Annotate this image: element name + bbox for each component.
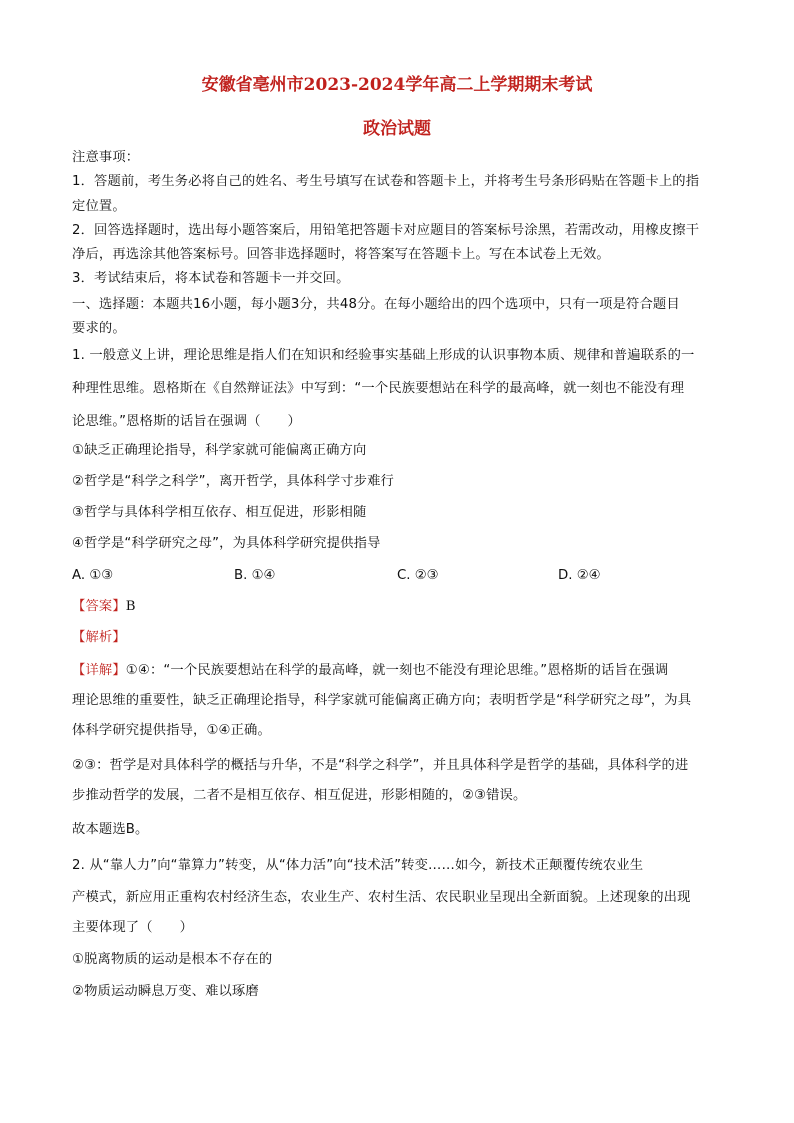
q2-stem-line-2: 产模式，新应用正重构农村经济生态，农业生产、农村生活、农民职业呈现出全新面貌。上述现象的出现 xyxy=(72,890,691,905)
q1-option-d: D. ②④ xyxy=(558,568,601,583)
notice-line-4: 净后，再选涂其他答案标号。回答非选择题时，将答案写在答题卡上。写在本试卷上无效。 xyxy=(72,247,610,262)
q1-statement-2: ②哲学是“科学之科学”，离开哲学，具体科学寸步难行 xyxy=(72,474,394,489)
q2-statement-2: ②物质运动瞬息万变、难以琢磨 xyxy=(72,984,259,999)
notice-line-3: 2．回答选择题时，选出每小题答案后，用铅笔把答题卡对应题目的答案标号涂黑，若需改动，用橡皮擦干 xyxy=(72,223,700,238)
q1-stem-line-2: 种理性思维。恩格斯在《自然辩证法》中写到：“一个民族要想站在科学的最高峰，就一刻也不能没有理 xyxy=(72,381,685,396)
q1-option-b: B. ①④ xyxy=(234,568,276,583)
notice-heading: 注意事项： xyxy=(72,150,140,165)
q1-stem-line-3: 论思维。”恩格斯的话旨在强调（ ） xyxy=(72,414,301,429)
q1-conclusion: 故本题选B。 xyxy=(72,822,149,837)
q1-answer xyxy=(72,598,722,616)
q1-explanation-line-5: 步推动哲学的发展，二者不是相互依存、相互促进，形影相随的，②③错误。 xyxy=(72,788,527,803)
section-instruction-2: 要求的。 xyxy=(72,321,126,336)
answer-value: B xyxy=(125,599,136,614)
detail-label: 【详解】 xyxy=(72,663,126,678)
q1-statement-1: ①缺乏正确理论指导，科学家就可能偏离正确方向 xyxy=(72,443,367,458)
q2-stem-line-3: 主要体现了（ ） xyxy=(72,920,194,935)
exam-subject: 政治试题 xyxy=(363,119,431,139)
answer-label: 【答案】 xyxy=(72,599,126,614)
notice-line-2: 定位置。 xyxy=(72,199,126,214)
q1-explanation-line-2: 理论思维的重要性，缺乏正确理论指导，科学家就可能偏离正确方向；表明哲学是“科学研究之母”，为具 xyxy=(72,693,692,708)
explanation-text-1: ①④：“一个民族要想站在科学的最高峰，就一刻也不能没有理论思维。”恩格斯的话旨在强调 xyxy=(125,663,669,678)
q1-statement-3: ③哲学与具体科学相互依存、相互促进，形影相随 xyxy=(72,505,367,520)
notice-line-1: 1．答题前，考生务必将自己的姓名、考生号填写在试卷和答题卡上，并将考生号条形码贴在答题卡上的指 xyxy=(72,174,700,189)
q1-option-c: C. ②③ xyxy=(397,568,439,583)
q2-statement-1: ①脱离物质的运动是根本不存在的 xyxy=(72,952,273,967)
q1-stem-line-1: 1. 一般意义上讲，理论思维是指人们在知识和经验事实基础上形成的认识事物本质、规律和普遍联系的一 xyxy=(72,348,695,363)
section-instruction-1: 一、选择题：本题共16小题，每小题3分，共48分。在每小题给出的四个选项中，只有一项是符合题目 xyxy=(72,297,680,312)
q1-option-a: A. ①③ xyxy=(72,568,114,583)
exam-title: 安徽省亳州市2023-2024学年高二上学期期末考试 xyxy=(201,75,593,95)
q1-explanation-line-3: 体科学研究提供指导，①④正确。 xyxy=(72,723,271,738)
notice-line-5: 3．考试结束后，将本试卷和答题卡一并交回。 xyxy=(72,271,350,286)
q1-explanation-line-1 xyxy=(72,662,722,680)
q2-stem-line-1: 2. 从“靠人力”向“靠算力”转变，从“体力活”向“技术活”转变……如今，新技术正颠覆传统农业生 xyxy=(72,858,644,873)
q1-explanation-line-4: ②③：哲学是对具体科学的概括与升华，不是“科学之科学”，并且具体科学是哲学的基础，具体科学的进 xyxy=(72,758,689,773)
analysis-label: 【解析】 xyxy=(72,630,126,645)
q1-statement-4: ④哲学是“科学研究之母”，为具体科学研究提供指导 xyxy=(72,536,381,551)
